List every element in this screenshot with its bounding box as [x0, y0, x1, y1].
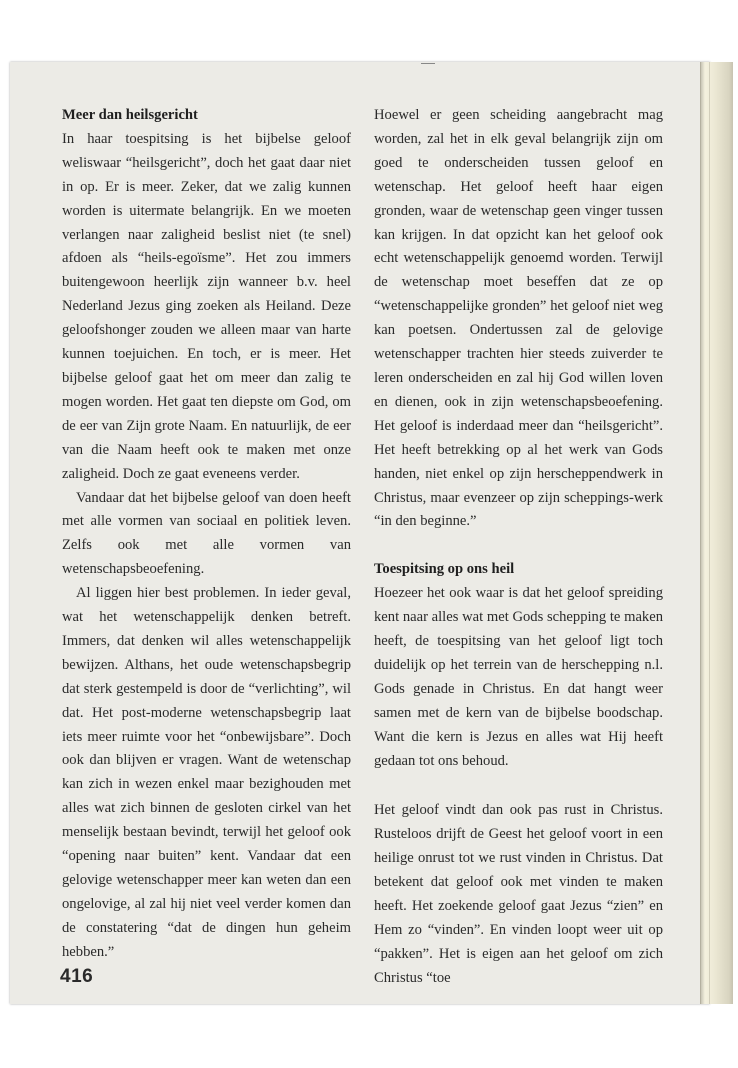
section-heading-meer-dan-heilsgericht: Meer dan heilsgericht: [62, 107, 198, 123]
spacer: [374, 773, 663, 799]
paragraph: In haar toespitsing is het bijbelse geloof weliswaar “heilsgericht”, doch het gaat daar niet in op. Er is meer. Zeker, dat we zalig kunnen worden is uitermate belangrijk. En we moeten verlangen naar zaligheid beslist niet (te snel) afdoen als “heils-egoïsme”. Het zou immers buitengewoon heerlijk zijn wanneer b.v. heel Nederland Jezus ging zoeken als Heiland. Deze geloofshonger zouden we alleen maar van harte kunnen toejuichen. En toch, er is meer. Het bijbelse geloof gaat het om meer dan zalig te mogen worden. Het gaat ten diepste om God, om de eer van Zijn grote Naam. En natuurlijk, de eer van die Naam heeft ook te maken met onze zaligheid. Doch ze gaat eveneens verder.: [62, 130, 351, 482]
right-column: [374, 104, 663, 991]
paragraph: Hoezeer het ook waar is dat het geloof spreiding kent naar alles wat met Gods schepping te maken heeft, de toespitsing van het geloof ligt toch duidelijk op het terrein van de herschepping n.l. Gods genade in Christus. En dat hangt weer samen met de kern van de bijbelse boodschap. Want die kern is Jezus en alles wat Hij heeft gedaan tot ons behoud.: [374, 585, 663, 769]
paragraph: Vandaar dat het bijbelse geloof van doen heeft met alle vormen van sociaal en politiek leven. Zelfs ook met alle vormen van wetenschapsbeoefening.: [62, 489, 351, 578]
spacer: [374, 534, 663, 558]
page-stack-edge: [700, 62, 733, 1004]
section-heading-toespitsing-op-ons-heil: Toespitsing op ons heil: [374, 561, 515, 578]
paragraph: Al liggen hier best problemen. In ieder geval, wat het wetenschappelijk denken betreft. Immers, dat denken wil alles wetenschappelijk bewijzen. Althans, het oude wetenschapsbegrip dat sterk gestempeld is door de “verlichting”, wil dat. Het post-moderne wetenschapsbegrip laat iets meer ruimte voor het “onbewijsbare”. Doch ook dan blijven er vragen. Want de wetenschap kan zich in wezen enkel maar bezighouden met alles wat zich binnen de gesloten cirkel van het menselijk bestaan bevindt, terwijl het geloof ook “opening naar buiten” kent. Vandaar dat een gelovige wetenschapper meer kan weten dan een ongelovige, al zal hij niet veel verder komen dan de constatering “dat de dingen hun geheim hebben.”: [62, 585, 351, 960]
paragraph: Hoewel er geen scheiding aangebracht mag worden, zal het in elk geval belangrijk zijn om goed te onderscheiden tussen geloof en wetenschap. Het geloof heeft haar eigen gronden, waar de wetenschap geen vinger tussen kan krijgen. In dat opzicht kan het geloof ook echt wetenschappelijk genoemd worden. Terwijl de wetenschap moet beseffen dat ze op “wetenschappelijke gronden” het geloof niet weg kan poetsen. Ondertussen zal de gelovige wetenschapper trachten hier steeds zuiverder te leren onderscheiden en zal hij God willen loven en dienen, ook in zijn wetenschapsbeoefening. Het geloof is inderdaad meer dan “heilsgericht”. Het heeft betrekking op al het werk van Gods handen, niet enkel op zijn herscheppendwerk in Christus, maar evenzeer op zijn scheppings-werk “in den beginne.”: [374, 107, 663, 530]
paragraph: Het geloof vindt dan ook pas rust in Christus. Rusteloos drijft de Geest het geloof voort in een heilige onrust tot we rust vinden in Christus. Dat betekent dat geloof ook met vinden te maken heeft. Het zoekende geloof gaat Jezus “zien” en Hem zo “vinden”. En vinden loopt weer uit op “pakken”. Het is eigen aan het geloof om zich Christus “toe: [374, 802, 663, 986]
left-column: [62, 104, 351, 965]
page-number: 416: [60, 966, 94, 987]
top-mark: [421, 63, 435, 64]
